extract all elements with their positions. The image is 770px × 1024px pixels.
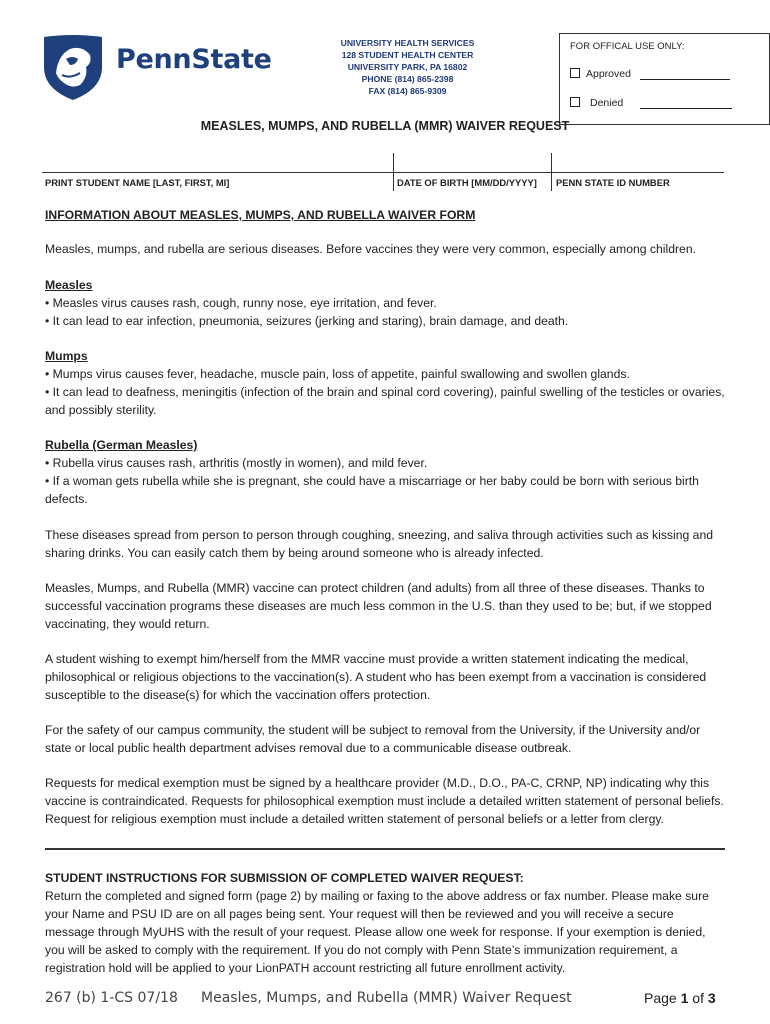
instructions-heading: STUDENT INSTRUCTIONS FOR SUBMISSION OF COMPLETED WAIVER REQUEST:: [45, 871, 524, 885]
brand-name: PennState: [116, 44, 272, 75]
exemption-paragraph: A student wishing to exempt him/herself from the MMR vaccine must provide a written statement indicating the medical, philosophical or religious objections to the vaccination(s). A student who has been exempt from a vaccination is considered susceptible to the disease(s) for which the vaccination offers protection.: [45, 652, 707, 702]
official-use-title: FOR OFFICAL USE ONLY:: [570, 41, 685, 52]
measles-bullet: • Measles virus causes rash, cough, runny nose, eye irritation, and fever.: [45, 296, 437, 310]
address-line: 128 STUDENT HEALTH CENTER: [341, 50, 474, 60]
divider: [393, 153, 394, 191]
measles-bullet: • It can lead to ear infection, pneumonia, seizures (jerking and staring), brain damage, and death.: [45, 314, 569, 328]
mumps-bullet: • It can lead to deafness, meningitis (infection of the brain and spinal cord covering), painful swelling of the testicles or ovaries, and possibly sterility.: [45, 385, 725, 417]
denied-label: Denied: [590, 97, 624, 109]
rubella-bullet: • Rubella virus causes rash, arthritis (mostly in women), and mild fever.: [45, 456, 428, 470]
measles-section: [45, 276, 725, 330]
instructions-section: [45, 869, 725, 977]
rubella-heading: Rubella (German Measles): [45, 438, 198, 452]
student-name-label: PRINT STUDENT NAME [LAST, FIRST, MI]: [45, 177, 230, 188]
address-line: PHONE (814) 865-2398: [361, 74, 454, 84]
page-prefix: Page: [644, 990, 681, 1006]
requests-paragraph: Requests for medical exemption must be signed by a healthcare provider (M.D., D.O., PA-C, CRNP, NP) indicating why this vaccine is contraindicated. Requests for philosophical exemption must include a detailed written statement of personal beliefs. Request for religious exemption must include a detailed written statement of personal beliefs or a letter from clergy.: [45, 776, 724, 826]
instructions-body: Return the completed and signed form (page 2) by mailing or faxing to the above address or fax number. Please make sure your Name and PSU ID are on all pages being sent. Your request will then be reviewed and you will receive a secure message through MyUHS with the result of your request. Please allow one week for response. If your exemption is denied, you will be asked to comply with the requirement. If you do not comply with Penn State’s immunization requirement, a registration hold will be applied to your LionPATH account restricting all future enrollment activity.: [45, 889, 709, 975]
address-block: [330, 37, 485, 97]
section-divider: [45, 848, 725, 850]
footer-doc-title: Measles, Mumps, and Rubella (MMR) Waiver Request: [201, 990, 572, 1006]
mumps-bullet: • Mumps virus causes fever, headache, muscle pain, loss of appetite, painful swallowing and swollen glands.: [45, 367, 630, 381]
address-line: FAX (814) 865-9309: [368, 86, 447, 96]
psu-id-field[interactable]: [553, 153, 723, 172]
denied-row: [570, 97, 732, 109]
mumps-section: [45, 347, 725, 419]
page-of: of: [688, 990, 708, 1006]
student-name-field[interactable]: [42, 153, 392, 172]
denied-line[interactable]: [640, 98, 732, 109]
dob-field[interactable]: [395, 153, 550, 172]
approved-line[interactable]: [640, 69, 730, 80]
spread-paragraph: These diseases spread from person to person through coughing, sneezing, and saliva through activities such as kissing and sharing drinks. You can easily catch them by being around someone who is already infected.: [45, 528, 713, 560]
form-code: 267 (b) 1-CS 07/18: [45, 990, 178, 1006]
student-info-line: [42, 172, 724, 173]
approved-checkbox[interactable]: [570, 68, 580, 78]
official-use-box: [559, 33, 770, 125]
safety-paragraph: For the safety of our campus community, the student will be subject to removal from the University, if the University and/or state or local public health department advises removal due to a communicable disease outbreak.: [45, 723, 701, 755]
page-total: 3: [707, 990, 716, 1006]
dob-label: DATE OF BIRTH [MM/DD/YYYY]: [397, 177, 537, 188]
penn-state-logo: [42, 33, 272, 101]
rubella-bullet: • If a woman gets rubella while she is pregnant, she could have a miscarriage or her baby could be born with serious birth defects.: [45, 474, 699, 506]
rubella-section: [45, 436, 725, 508]
intro-paragraph: Measles, mumps, and rubella are serious diseases. Before vaccines they were very common, especially among children.: [45, 242, 696, 256]
approved-label: Approved: [586, 68, 631, 80]
page-number: 1: [680, 990, 689, 1006]
page-indicator: [644, 990, 716, 1006]
form-title: MEASLES, MUMPS, AND RUBELLA (MMR) WAIVER REQUEST: [200, 119, 570, 133]
measles-heading: Measles: [45, 278, 93, 292]
info-heading: INFORMATION ABOUT MEASLES, MUMPS, AND RUBELLA WAIVER FORM: [45, 208, 476, 222]
nittany-lion-shield-icon: [42, 33, 104, 101]
denied-checkbox[interactable]: [570, 97, 580, 107]
mumps-heading: Mumps: [45, 349, 88, 363]
divider: [551, 153, 552, 191]
address-line: UNIVERSITY HEALTH SERVICES: [340, 38, 475, 48]
approved-row: [570, 68, 730, 80]
psu-id-label: PENN STATE ID NUMBER: [556, 177, 670, 188]
address-line: UNIVERSITY PARK, PA 16802: [347, 62, 468, 72]
vaccine-paragraph: Measles, Mumps, and Rubella (MMR) vaccine can protect children (and adults) from all three of these diseases. Thanks to successful vaccination programs these diseases are much less common in the U.S. than they used to be; but, if we stopped vaccinating, they would return.: [45, 581, 712, 631]
